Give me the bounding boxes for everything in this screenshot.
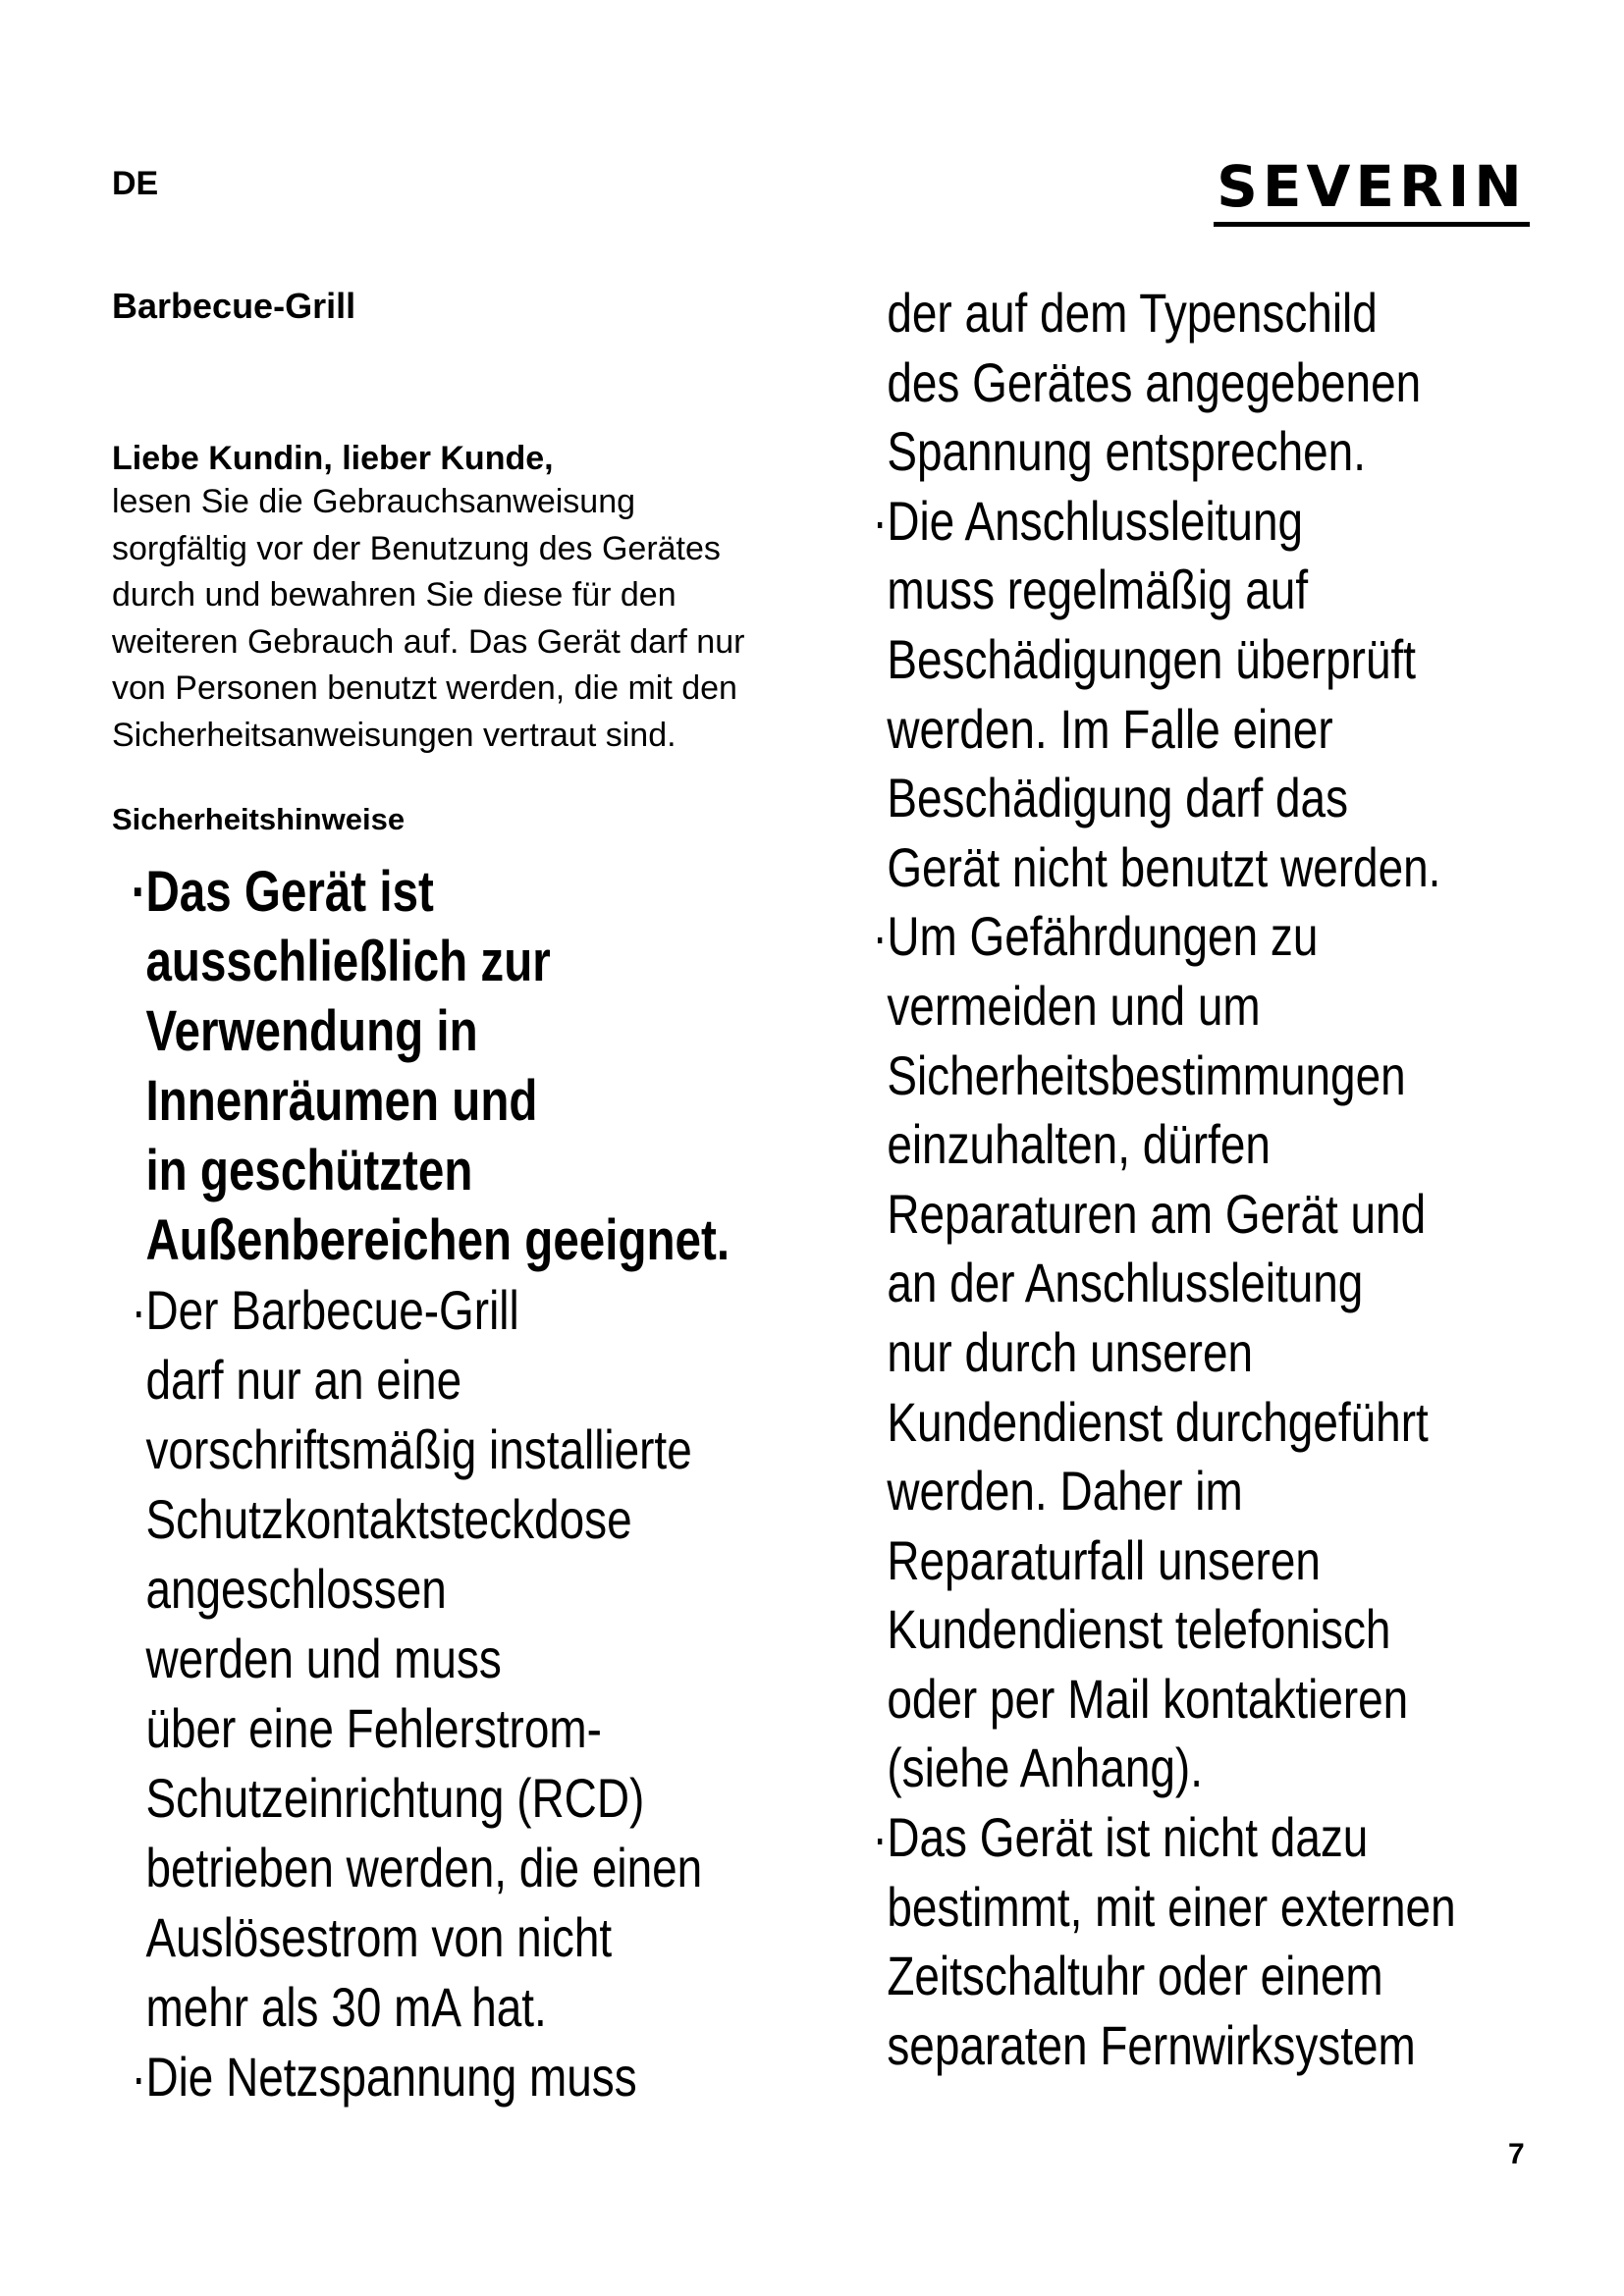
intro-line: weiteren Gebrauch auf. Das Gerät darf nur <box>112 622 745 661</box>
brand-underline <box>1214 222 1530 227</box>
bullet-line-text: nur durch unseren <box>887 1320 1254 1383</box>
bullet-line-text: an der Anschlussleitung <box>887 1252 1364 1314</box>
bullet-line <box>866 1318 1430 1388</box>
bullet-line-text: separaten Fernwirksystem <box>887 2013 1416 2076</box>
bullet-line <box>866 487 1430 557</box>
bullet-line-text: Das Gerät ist nicht dazu <box>887 1806 1369 1869</box>
bullet-dot-icon: · <box>872 1806 888 1869</box>
bullet-line-text: Innenräumen und <box>145 1069 538 1133</box>
intro-line: durch und bewahren Sie diese für den <box>112 576 677 614</box>
page-number: 7 <box>1508 2138 1525 2170</box>
bullet-line <box>866 1041 1430 1111</box>
bullet-line-text: Beschädigung darf das <box>887 767 1349 829</box>
bullet-line <box>112 1345 676 1415</box>
bullet-line <box>866 764 1430 833</box>
bullet-line-text: Kundendienst durchgeführt <box>887 1390 1429 1453</box>
bullet-line-text: Gerät nicht benutzt werden. <box>887 835 1441 898</box>
bullet-line <box>112 1763 676 1833</box>
bullet-line-text: Die Netzspannung muss <box>145 2046 637 2108</box>
brand-logo <box>1214 153 1530 227</box>
bullet-line <box>112 857 676 927</box>
bullet-line-text: in geschützten <box>145 1139 473 1202</box>
bullet-line <box>866 1665 1430 1735</box>
safety-bullet <box>866 902 1553 1803</box>
bullet-line <box>112 1972 676 2042</box>
bullet-line-text: angeschlossen <box>145 1558 447 1620</box>
bullet-line <box>866 1942 1430 2011</box>
intro-paragraph <box>112 479 799 759</box>
safety-bullet <box>112 857 799 1275</box>
bullet-line <box>112 1136 676 1205</box>
bullet-line-text: über eine Fehlerstrom- <box>145 1697 602 1759</box>
intro-line: von Personen benutzt werden, die mit den <box>112 669 737 707</box>
bullet-line <box>866 1873 1456 1943</box>
bullet-line-text: betrieben werden, die einen <box>145 1837 703 1898</box>
bullet-line <box>112 1205 731 1275</box>
bullet-line-text: Verwendung in <box>145 999 478 1063</box>
bullet-line <box>112 1624 676 1693</box>
continued-paragraph <box>866 279 1553 487</box>
bullet-dot-icon: · <box>872 905 888 968</box>
bullet-line <box>866 1595 1430 1665</box>
continued-line: der auf dem Typenschild <box>887 282 1378 344</box>
bullet-line-text: Schutzeinrichtung (RCD) <box>145 1767 645 1829</box>
product-title: Barbecue-Grill <box>112 286 356 326</box>
bullet-line-text: Beschädigungen überprüft <box>887 627 1417 690</box>
safety-bullet <box>866 1803 1553 2080</box>
bullet-line-text: vorschriftsmäßig installierte <box>145 1418 692 1480</box>
safety-heading: Sicherheitshinweise <box>112 802 406 836</box>
bullet-line-text: ausschließlich zur <box>145 930 551 993</box>
language-code: DE <box>112 165 159 202</box>
bullet-line-text: werden und muss <box>145 1628 502 1689</box>
bullet-line <box>866 833 1441 903</box>
right-column <box>866 279 1553 2080</box>
intro-line: sorgfältig vor der Benutzung des Gerätes <box>112 529 721 567</box>
bullet-line <box>112 927 676 996</box>
bullet-line <box>866 1110 1430 1180</box>
bullet-line-text: Auslösestrom von nicht <box>145 1906 613 1968</box>
safety-list-left <box>112 857 799 2111</box>
bullet-line-text: mehr als 30 mA hat. <box>145 1976 547 2038</box>
intro-line: Sicherheitsanweisungen vertraut sind. <box>112 716 677 754</box>
bullet-line <box>866 1249 1430 1318</box>
bullet-line-text: Reparaturfall unseren <box>887 1528 1321 1591</box>
bullet-line-text: Zeitschaltuhr oder einem <box>887 1945 1383 2007</box>
bullet-line <box>112 1833 703 1902</box>
bullet-line <box>866 902 1430 972</box>
bullet-line-text: vermeiden und um <box>887 974 1261 1037</box>
intro-line: lesen Sie die Gebrauchsanweisung <box>112 483 636 520</box>
bullet-line <box>112 1484 676 1554</box>
bullet-dot-icon: · <box>872 489 888 552</box>
bullet-line <box>112 1554 676 1624</box>
bullet-line <box>112 1693 676 1763</box>
bullet-line <box>866 972 1430 1041</box>
bullet-line-text: Die Anschlussleitung <box>887 489 1304 552</box>
bullet-line-text: Kundendienst telefonisch <box>887 1598 1391 1661</box>
bullet-line <box>112 2042 676 2111</box>
bullet-line <box>866 556 1430 625</box>
bullet-line-text: Sicherheitsbestimmungen <box>887 1043 1406 1106</box>
bullet-line-text: werden. Daher im <box>887 1460 1243 1522</box>
bullet-dot-icon: · <box>131 1279 146 1341</box>
bullet-line <box>866 1526 1430 1596</box>
safety-list-right <box>866 487 1553 2081</box>
bullet-line <box>866 2011 1430 2081</box>
bullet-line <box>866 695 1430 765</box>
continued-line: Spannung entsprechen. <box>887 420 1366 483</box>
left-column <box>112 285 799 2111</box>
safety-bullet <box>112 1275 799 2042</box>
bullet-line <box>112 1415 692 1484</box>
bullet-line-text: Um Gefährdungen zu <box>887 905 1319 968</box>
safety-bullet <box>866 487 1553 903</box>
bullet-line-text: (siehe Anhang). <box>887 1736 1203 1799</box>
bullet-line <box>866 1388 1430 1458</box>
bullet-line <box>112 996 676 1066</box>
bullet-line <box>866 1803 1430 1873</box>
bullet-dot-icon: · <box>131 2046 146 2108</box>
safety-bullet <box>112 2042 799 2111</box>
bullet-line <box>112 1902 676 1972</box>
bullet-dot-icon: · <box>131 860 147 924</box>
bullet-line <box>866 1734 1430 1803</box>
brand-wordmark: SEVERIN <box>1217 153 1527 220</box>
bullet-line-text: Das Gerät ist <box>145 860 434 924</box>
bullet-line-text: einzuhalten, dürfen <box>887 1113 1271 1176</box>
bullet-line-text: bestimmt, mit einer externen <box>887 1875 1456 1938</box>
bullet-line-text: Schutzkontaktsteckdose <box>145 1488 632 1550</box>
greeting: Liebe Kundin, lieber Kunde, <box>112 440 554 477</box>
bullet-line-text: muss regelmäßig auf <box>887 559 1309 621</box>
bullet-line <box>866 625 1430 695</box>
bullet-line-text: Der Barbecue-Grill <box>145 1279 519 1341</box>
bullet-line-text: werden. Im Falle einer <box>887 697 1333 760</box>
continued-line: des Gerätes angegebenen <box>887 350 1422 413</box>
bullet-line <box>866 1457 1430 1526</box>
bullet-line-text: oder per Mail kontaktieren <box>887 1667 1409 1730</box>
bullet-line <box>112 1066 676 1136</box>
bullet-line <box>866 1180 1430 1250</box>
bullet-line-text: Außenbereichen geeignet. <box>145 1208 731 1272</box>
bullet-line-text: darf nur an eine <box>145 1349 462 1411</box>
bullet-line-text: Reparaturen am Gerät und <box>887 1182 1427 1245</box>
continued-text <box>866 279 1553 487</box>
bullet-line <box>112 1275 676 1345</box>
